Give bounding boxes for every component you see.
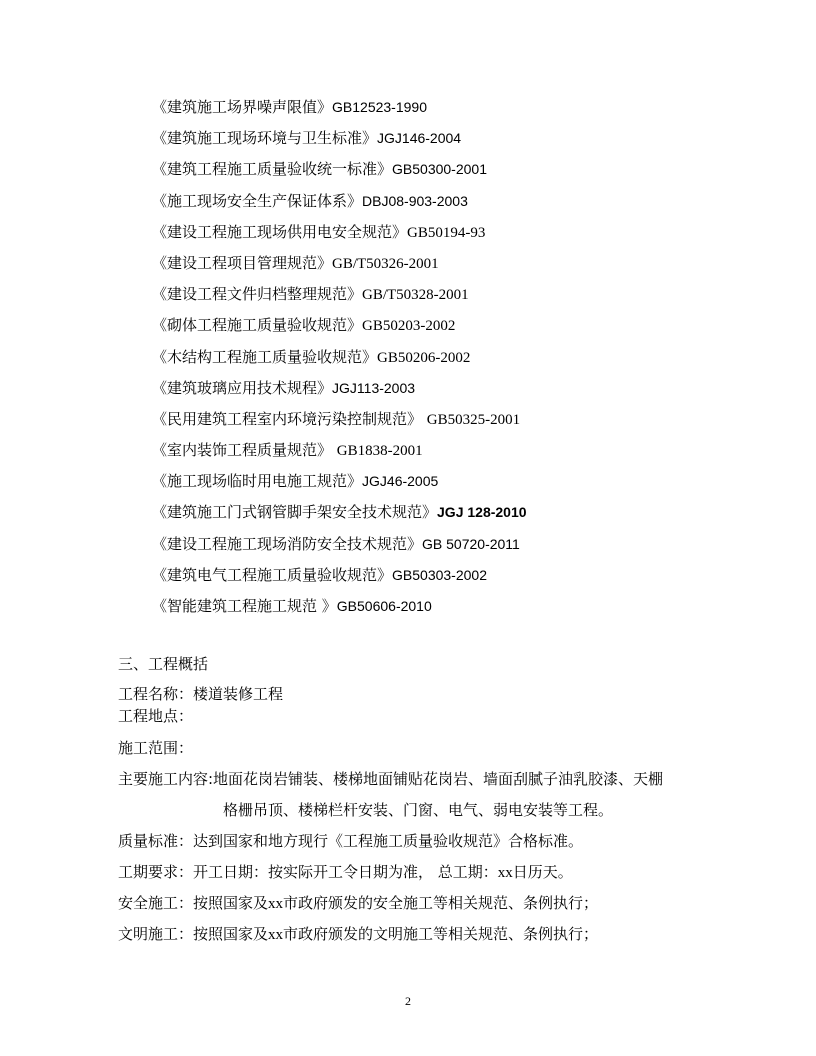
standard-code: GB50206-2002 (377, 349, 471, 366)
standard-name: 《建筑施工现场环境与卫生标准》 (152, 129, 378, 148)
project-location: 工程地点： (118, 707, 194, 725)
standard-name: 《建筑施工场界噪声限值》 (152, 98, 333, 116)
standard-name: 《施工现场安全生产保证体系》 (152, 191, 363, 210)
standard-code: GB50194-93 (407, 224, 486, 241)
standard-code: GB50203-2002 (362, 318, 456, 335)
standard-item (152, 251, 527, 282)
standard-item (152, 469, 527, 500)
page-number: 2 (405, 994, 411, 1008)
standard-code: GB/T50326-2001 (332, 255, 439, 272)
standard-item (152, 157, 527, 188)
project-schedule (118, 861, 573, 884)
standard-code: GB12523-1990 (332, 99, 427, 115)
standard-code: JGJ146-2004 (377, 130, 462, 147)
standard-item (152, 438, 527, 469)
project-name: 工程名称：楼道装修工程 (118, 685, 284, 703)
standard-item (152, 563, 527, 594)
project-scope: 施工范围： (118, 739, 194, 757)
standard-code: JGJ 128-2010 (437, 504, 527, 521)
standard-code: GB/T50328-2001 (362, 287, 469, 304)
safety-suffix: 市政府颁发的安全施工等相关规范、条例执行； (283, 894, 599, 912)
civilized-suffix: 市政府颁发的文明施工等相关规范、条例执行； (283, 925, 599, 943)
standard-code: JGJ113-2003 (332, 379, 416, 396)
project-safety (118, 892, 598, 915)
standard-item (152, 126, 527, 157)
section-title: 三、工程概括 (118, 655, 209, 673)
standard-name: 《建筑电气工程施工质量验收规范》 (152, 565, 393, 584)
standard-code: DBJ08-903-2003 (362, 192, 468, 209)
standard-name: 《木结构工程施工质量验收规范》 (152, 347, 378, 366)
standard-code: GB50303-2002 (392, 566, 487, 583)
standard-name: 《建设工程施工现场消防安全技术规范》 (152, 534, 423, 553)
standard-item (152, 532, 527, 563)
civilized-placeholder: xx (268, 927, 284, 943)
standard-item (152, 594, 527, 625)
standard-item (152, 407, 527, 438)
standard-item (152, 282, 527, 313)
standard-item (152, 189, 527, 220)
standard-name: 《建筑工程施工质量验收统一标准》 (152, 160, 393, 179)
standard-name: 《民用建筑工程室内环境污染控制规范》 (152, 409, 427, 428)
standard-item (152, 313, 527, 344)
project-content-line1: 主要施工内容:地面花岗岩铺装、楼梯地面铺贴花岗岩、墙面刮腻子油乳胶漆、天棚 (118, 770, 664, 788)
civilized-text: 文明施工：按照国家及 (118, 925, 269, 943)
standard-name: 《施工现场临时用电施工规范》 (152, 472, 363, 491)
standard-item (152, 500, 527, 531)
standard-item (152, 220, 527, 251)
standard-name: 《智能建筑工程施工规范 》 (152, 597, 337, 615)
project-civilized (118, 923, 598, 946)
standard-name: 《砌体工程施工质量验收规范》 (152, 316, 363, 335)
standard-code: JGJ46-2005 (362, 473, 439, 490)
standard-name: 《建设工程文件归档整理规范》 (152, 285, 363, 304)
standard-name: 《建筑施工门式钢管脚手架安全技术规范》 (152, 503, 438, 522)
standards-list (152, 95, 527, 625)
safety-text: 安全施工：按照国家及 (118, 894, 269, 912)
schedule-suffix: 日历天。 (512, 863, 573, 881)
standard-code: GB 50720-2011 (422, 535, 520, 552)
standard-code: GB50300-2001 (392, 161, 487, 178)
standard-name: 《建设工程项目管理规范》 (152, 253, 333, 272)
standard-item (152, 376, 527, 407)
standard-name: 《室内装饰工程质量规范》 (152, 441, 337, 460)
standard-name: 《建设工程施工现场供用电安全规范》 (152, 222, 408, 241)
standard-item (152, 345, 527, 376)
schedule-text: 工期要求：开工日期：按实际开工令日期为准， 总工期： (118, 863, 498, 881)
standard-code: GB1838-2001 (336, 443, 423, 460)
project-content-line2: 格栅吊顶、楼梯栏杆安装、门窗、电气、弱电安装等工程。 (223, 801, 614, 819)
safety-placeholder: xx (268, 896, 284, 912)
schedule-placeholder: xx (497, 865, 513, 881)
standard-name: 《建筑玻璃应用技术规程》 (152, 378, 333, 397)
standard-code: GB50325-2001 (426, 411, 521, 428)
standard-item (152, 95, 527, 126)
standard-code: GB50606-2010 (336, 598, 432, 614)
project-quality: 质量标准：达到国家和地方现行《工程施工质量验收规范》合格标准。 (118, 832, 584, 850)
